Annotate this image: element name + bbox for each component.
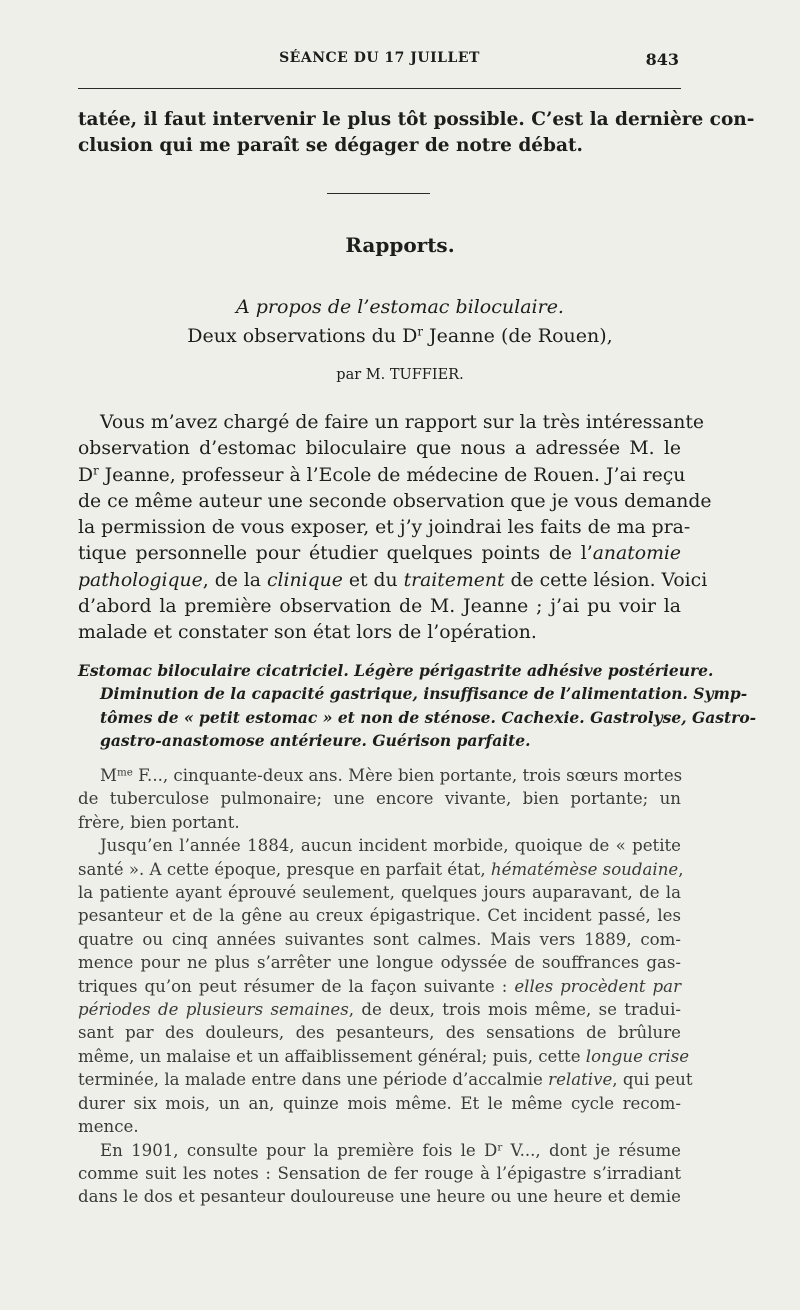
text-line: Jusqu’en l’année 1884, aucun incident morbide, quoique de « petite [100,836,681,856]
text-span: En 1901, consulte pour la première fois le D [100,1140,498,1160]
italic-text: relative [548,1070,613,1090]
italic-text: longue crise [585,1046,690,1066]
text-span: , de la [202,569,267,591]
italic-text: périodes de plusieurs semaines [78,1000,349,1020]
text-span: santé ». A cette époque, presque en parfait état, [78,859,491,879]
page-number: 843 [645,50,679,69]
section-divider [327,193,430,194]
text-line: la patiente ayant éprouvé seulement, quelques jours auparavant, de la [78,883,681,903]
subtitle-sup: r [417,324,423,339]
text-line [78,764,681,787]
text-line: sant par des douleurs, des pesanteurs, des sensations de brûlure [78,1023,681,1043]
text-line [78,975,681,998]
text-line [78,541,681,567]
text-line: mence pour ne plus s’arrêter une longue odyssée de souffrances gas- [78,953,681,973]
sup-text: r [497,1140,503,1153]
case-body [78,764,693,1209]
text-span: et du [342,569,404,591]
intro-paragraph [78,410,712,647]
text-line: comme suit les notes : Sensation de fer rouge à l’épigastre s’irradiant [78,1163,681,1183]
section-title: Rapports. [345,233,455,257]
text-line: frère, bien portant. [78,812,240,832]
text-span: V..., dont je résume [502,1140,681,1160]
text-line: tatée, il faut intervenir le plus tôt possible. C’est la dernière con- [78,109,755,130]
case-title [78,659,757,752]
article-title: A propos de l’estomac biloculaire. [236,296,564,318]
text-line: observation d’estomac biloculaire que nous a adressée M. le [78,438,681,460]
text-line: malade et constater son état lors de l’opération. [78,622,537,644]
article-subtitle [0,325,800,347]
text-line [78,858,684,881]
italic-text: elles procèdent par [514,976,681,996]
text-span: , de deux, trois mois même, se tradui- [348,1000,681,1020]
text-span: tique personnelle pour étudier quelques points de l’ [78,543,593,565]
text-line: de tuberculose pulmonaire; une encore vivante, bien portante; un [78,789,681,809]
text-line: de ce même auteur une seconde observation que je vous demande [78,490,712,512]
text-line: dans le dos et pesanteur douloureuse une heure ou une heure et demie [78,1187,681,1207]
text-line [78,1068,693,1091]
text-span: de cette lésion. Voici [504,569,708,591]
text-line: Vous m’avez chargé de faire un rapport sur la très intéressante [100,412,705,433]
text-line: gastro-anastomose antérieure. Guérison parfaite. [100,730,531,750]
italic-text: pathologique [78,569,203,591]
text-span: même, un malaise et un affaiblissement général; puis, cette [78,1046,586,1066]
text-span: F..., cinquante-deux ans. Mère bien portante, trois sœurs mortes [132,766,683,785]
continuation-paragraph [78,107,755,159]
text-line [78,1045,690,1068]
text-span: triques qu’on peut résumer de la façon suivante : [78,976,515,996]
text-line: la permission de vous exposer, et j’y joindrai les faits de ma pra- [78,517,691,539]
text-line: durer six mois, un an, quinze mois même. Et le même cycle recom- [78,1093,681,1113]
italic-text: anatomie [592,543,681,565]
text-span: , qui peut [612,1070,693,1090]
text-span: , [678,859,684,879]
text-span: D [78,464,94,486]
italic-text: clinique [266,569,343,591]
text-line: Estomac biloculaire cicatriciel. Légère périgastrite adhésive postérieure. [78,661,714,680]
header-rule [78,88,681,89]
text-line: quatre ou cinq années suivantes sont calmes. Mais vers 1889, com- [78,929,681,949]
italic-text: traitement [403,569,505,591]
text-line: clusion qui me paraît se dégager de notre débat. [78,135,583,156]
text-span: M [100,766,117,785]
text-line: tômes de « petit estomac » et non de sténose. Cachexie. Gastrolyse, Gastro- [100,707,757,727]
text-line [78,463,686,489]
text-span: Jeanne, professeur à l’Ecole de médecine de Rouen. J’ai reçu [98,464,686,486]
text-line: pesanteur et de la gêne au creux épigastrique. Cet incident passé, les [78,906,681,926]
subtitle-text: Jeanne (de Rouen), [422,325,613,347]
author-line: par M. TUFFIER. [336,367,464,383]
text-line: mence. [78,1117,139,1137]
running-head: SÉANCE DU 17 JUILLET [279,50,480,66]
text-line [78,568,708,594]
text-line: d’abord la première observation de M. Jeanne ; j’ai pu voir la [78,596,681,618]
text-span: terminée, la malade entre dans une période d’accalmie [78,1070,549,1090]
page-header [78,50,681,72]
sup-text: me [117,766,133,779]
text-line [78,998,681,1021]
subtitle-text: Deux observations du D [187,325,418,347]
italic-text: hématémèse soudaine [490,859,679,879]
sup-text: r [93,463,99,478]
text-line: Diminution de la capacité gastrique, insuffisance de l’alimentation. Symp- [100,684,748,704]
text-line [78,1139,681,1162]
